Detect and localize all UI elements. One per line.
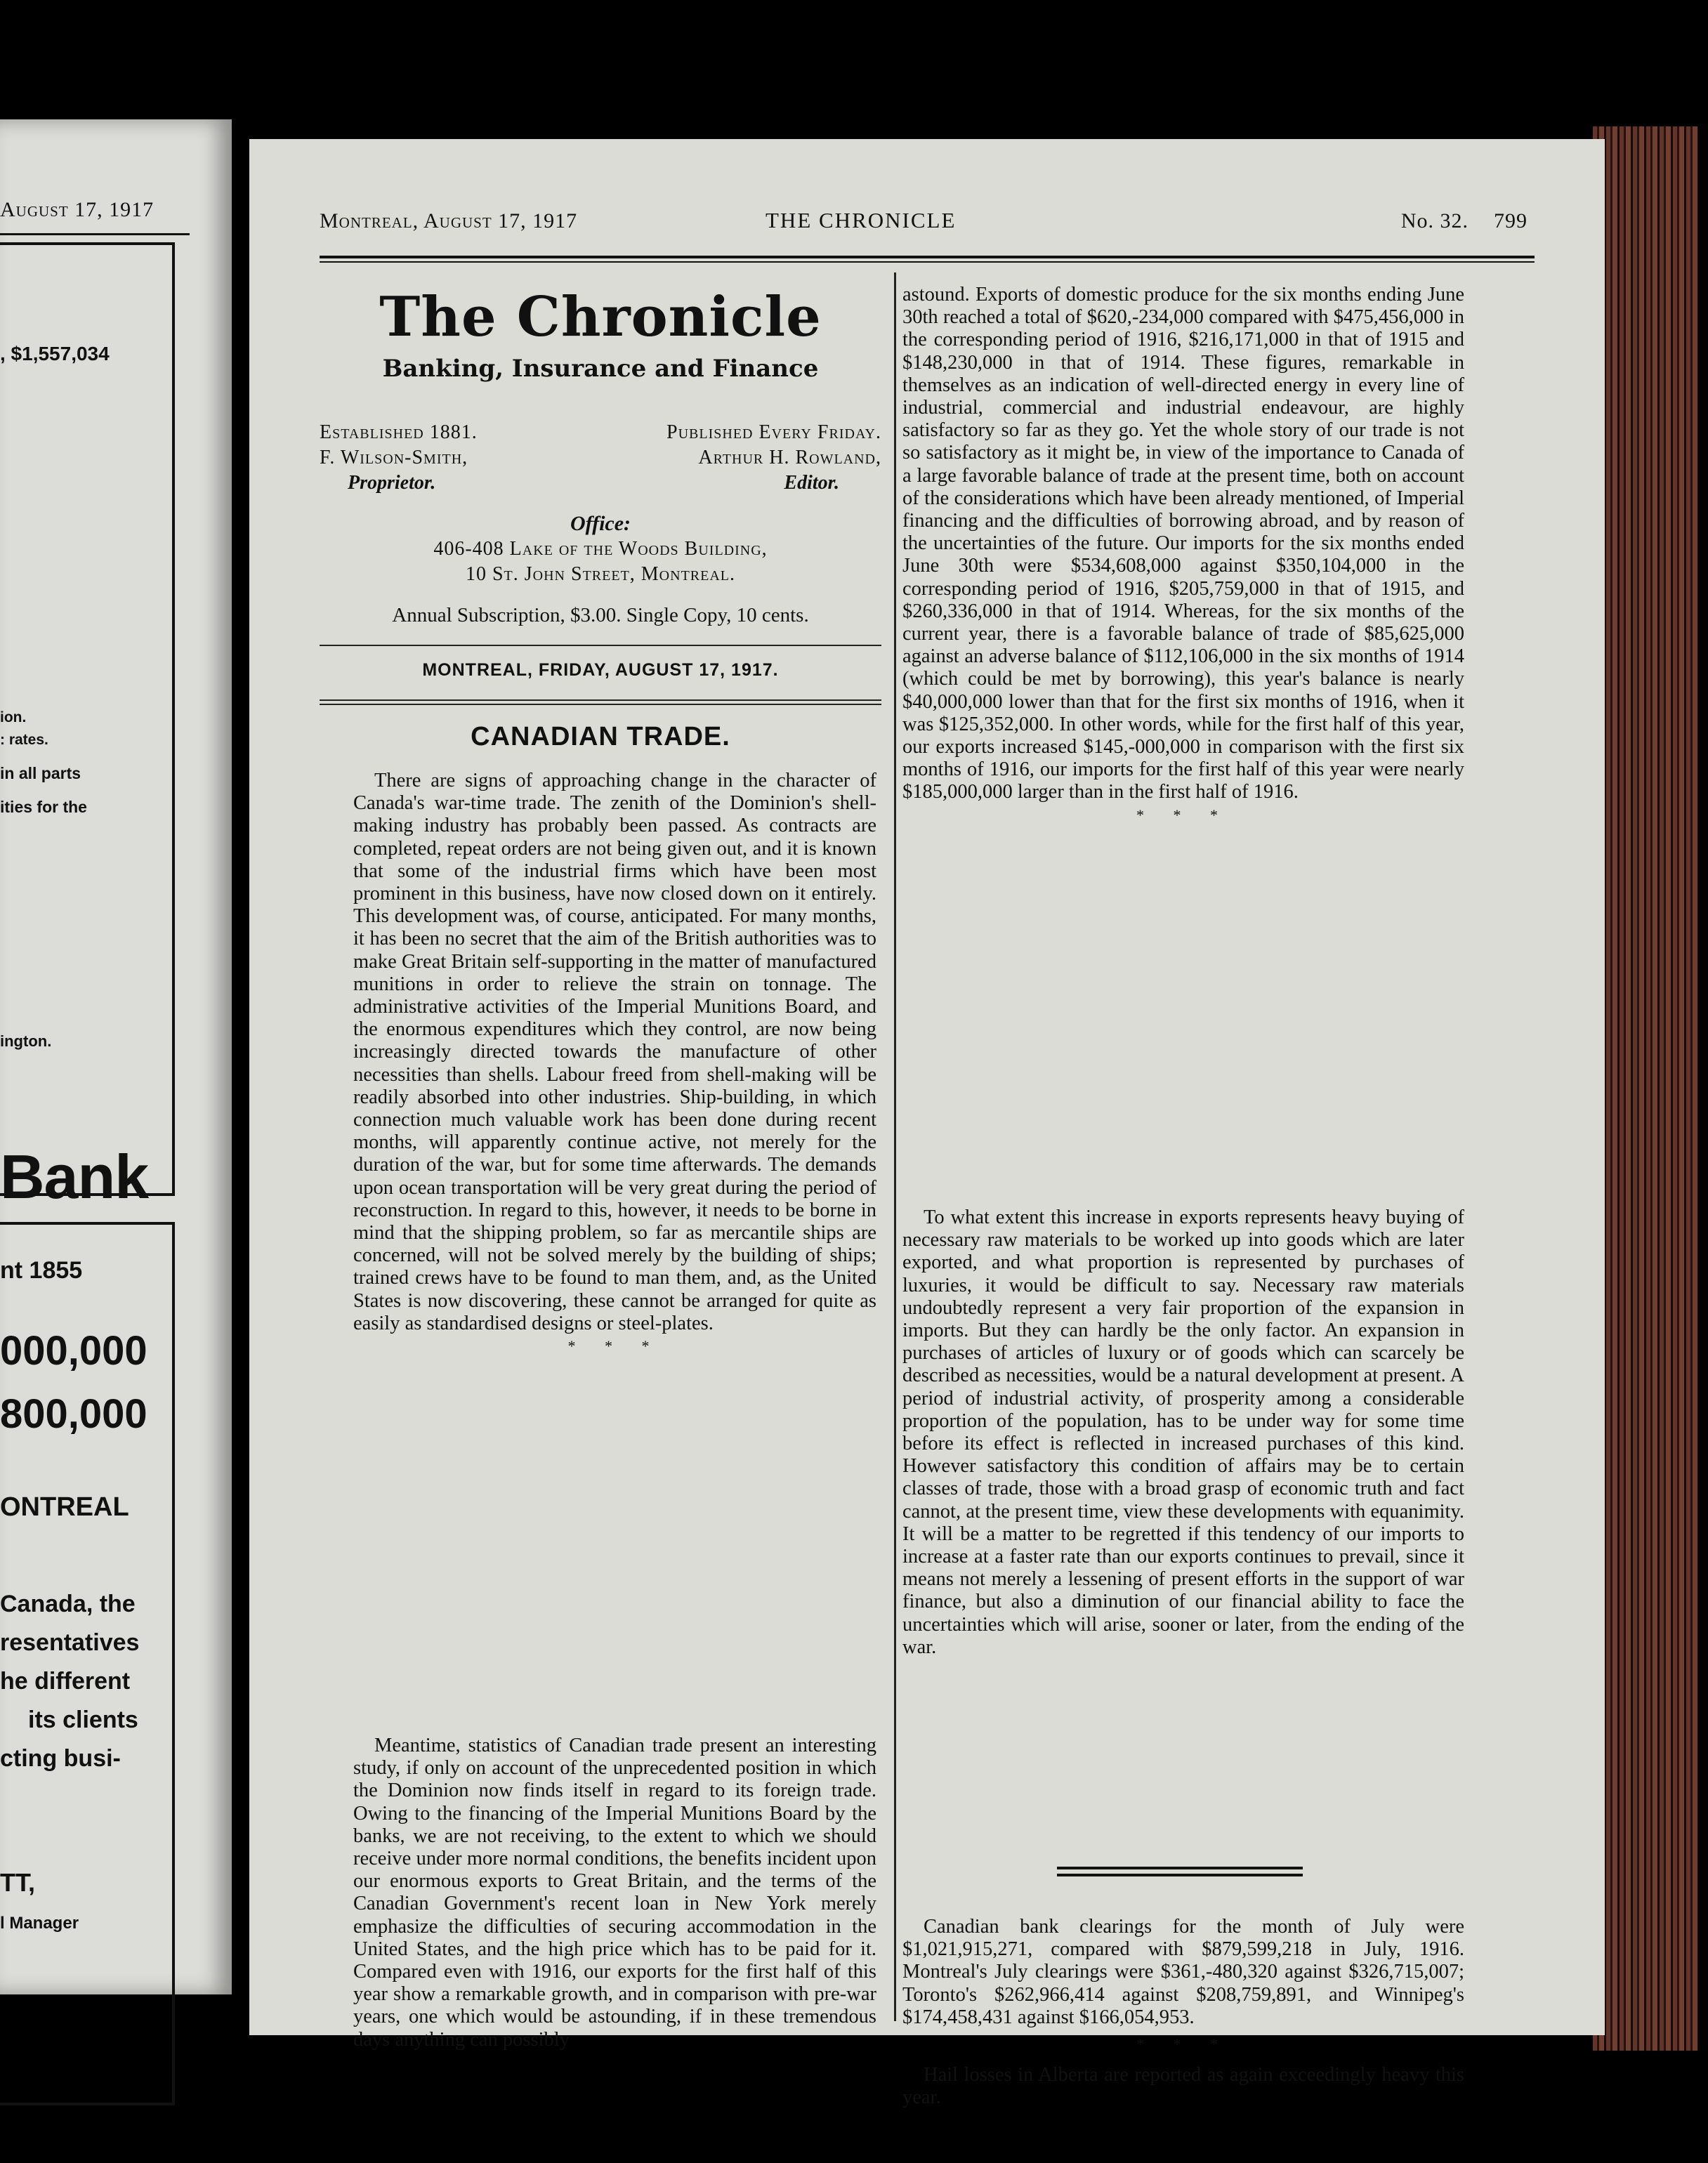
left-header-rule — [0, 233, 190, 235]
left-fragment: ion. — [0, 709, 27, 725]
left-fragment: Canada, the — [0, 1591, 136, 1617]
left-fragment: TT, — [0, 1868, 35, 1897]
left-fragment: resentatives — [0, 1629, 140, 1656]
section-separator: * * * — [1136, 2035, 1230, 2053]
left-fragment: its clients — [28, 1707, 138, 1733]
article-title: CANADIAN TRADE. — [471, 722, 730, 751]
article-paragraph: To what extent this increase in exports represents heavy buying of necessary raw materials to be worked up into goods which are later exported, and what proportion is represented by purchases of luxuries, it would be difficult to say. Necessary raw materials undoubtedly represent a very fair proportion of the expansion in imports. But they can hardly be the only factor. An expansion in purchases of articles of luxury or of goods which can scarcely be described as necessities, would be a natural development at present. A period of industrial activity, of prosperity among a considerable proportion of the population, has to be under way for some time before its effect is reflected in increased purchases of this kind. However satisfactory this condition of affairs may be to certain classes of trade, those with a broad grasp of economic truth and fact cannot, at the present time, view these developments with equanimity. It will be a matter to be regretted if this tendency of our imports to increase at a faster rate than our exports continues to prevail, since it means not merely a lessening of present efforts in the support of war finance, but also a diminution of our financial ability to face the uncertainties which will arise, sooner or later, from the ending of the war. — [902, 1207, 1464, 1658]
running-head-date: Montreal, August 17, 1917 — [320, 209, 578, 232]
article-column-right-top — [902, 284, 1464, 827]
main-page — [249, 139, 1605, 2109]
masthead-rule — [320, 699, 881, 701]
publication-info-left — [320, 420, 478, 496]
issue-dateline: MONTREAL, FRIDAY, AUGUST 17, 1917. — [422, 660, 779, 680]
double-rule-separator — [1057, 1867, 1303, 1881]
masthead-subtitle: Banking, Insurance and Finance — [382, 355, 819, 383]
established-line: Established 1881. — [320, 421, 478, 443]
office-label: Office: — [570, 512, 631, 535]
editor-name: Arthur H. Rowland, — [698, 447, 881, 468]
notes-column — [902, 1916, 1464, 2110]
editor-role: Editor. — [784, 472, 839, 494]
section-separator: * * * — [1136, 806, 1230, 824]
left-fragment: ities for the — [0, 798, 87, 816]
published-line: Published Every Friday. — [666, 421, 881, 443]
header-rule-thin — [320, 261, 1535, 263]
masthead — [320, 280, 881, 383]
proprietor-name: F. Wilson-Smith, — [320, 447, 468, 468]
left-page-header: August 17, 1917 — [0, 198, 155, 221]
left-facing-page — [0, 119, 232, 1994]
left-fragment-amount: , $1,557,034 — [0, 343, 110, 364]
masthead-title: The Chronicle — [379, 285, 822, 349]
left-fragment: ington. — [0, 1032, 52, 1050]
article-column-left-bottom — [353, 1735, 876, 2051]
left-fragment: l Manager — [0, 1914, 79, 1933]
office-address-line2: 10 St. John Street, Montreal. — [465, 563, 735, 585]
page-number: 799 — [1494, 209, 1528, 232]
article-paragraph: There are signs of approaching change in the character of Canada's war-time trade. The zenith of the Dominion's shell-making industry has probably been passed. As contracts are completed, repeat orders are not being given out, and it is known that some of the industrial firms which have been most prominent in this business, have now closed down on it entirely. This development was, of course, anticipated. For many months, it has been no secret that the aim of the British authorities was to make Great Britain self-supporting in the matter of manufactured munitions in order to relieve the strain on tonnage. The administrative activities of the Imperial Munitions Board, and the enormous expenditures which they control, are now being increasingly directed towards the manufacture of other necessities than shells. Labour freed from shell-making will be readily absorbed into other industries. Ship-building, in which connection much valuable work has been done during recent months, will apparently continue active, not merely for the duration of the war, but for some time afterwards. The demands upon ocean transportation will be very great during the period of reconstruction. In regard to this, however, it needs to be borne in mind that the shipping problem, so far as mercantile ships are concerned, will not be solved merely by the building of ships; trained crews have to be found to man them, and, as the United States is now discovering, these cannot be arranged for quite as easily as standardised designs or steel-plates. — [353, 770, 876, 1334]
left-fragment: in all parts — [0, 764, 81, 782]
article-column-left-top — [353, 770, 876, 1357]
publication-info-right — [666, 420, 881, 496]
article-paragraph: Meantime, statistics of Canadian trade present an interesting study, if only on account of the unprecedented position in which the Dominion now finds itself in regard to its foreign trade. Owing to the financing of the Imperial Munitions Board by the banks, we are not receiving, to the extent to which we should receive under more normal conditions, the benefits incident upon our enormous exports to Great Britain, and the terms of the Canadian Government's recent loan in New York merely emphasize the difficulties of securing accommodation in the United States, and the high price which has to be paid for it. Compared even with 1916, our exports for the first half of this year show a remarkable growth, and in comparison with pre-war years, one which would be astounding, if in these tremendous days anything can possibly — [353, 1735, 876, 2051]
left-fragment-bank: Bank — [0, 1142, 149, 1211]
left-advert-box-top — [0, 242, 175, 1196]
issue-number: No. 32. — [1400, 209, 1469, 232]
section-separator: * * * — [567, 1337, 662, 1355]
article-paragraph: astound. Exports of domestic produce for the six months ending June 30th reached a total of $620,-234,000 compared with $475,456,000 in the corresponding period of 1916, $216,171,000 in that of 1915 and $148,230,000 in that of 1914. These figures, remarkable in themselves as an indication of well-directed energy in every line of industrial, commercial and industrial endeavour, are highly satisfactory so far as they go. Yet the whole story of our trade is not so satisfactory as it might be, in view of the importance to Canada of a large favorable balance of trade at the present time, both on account of the considerations which have been already mentioned, of Imperial financing and the difficulties of borrowing abroad, and by reason of the uncertainties of the future. Our imports for the six months ended June 30th were $534,608,000 against $350,104,000 in the corresponding period of 1916, $205,759,000 in that of 1915, and $260,336,000 in that of 1914. Whereas, for the six months of the current year, there is a favorable balance of trade of $85,625,000 against an adverse balance of $112,106,000 in the six months of 1914 (which could be met by borrowing), this year's balance is nearly $40,000,000 lower than that for the first six months of 1916, when it was $125,352,000. In other words, while for the first half of this year, our exports increased $145,-000,000 in comparison with the first six months of 1916, our imports for the first half of this year were nearly $185,000,000 larger than in the first half of 1916. — [902, 284, 1464, 803]
note-bank-clearings: Canadian bank clearings for the month of July were $1,021,915,271, compared with $879,599,218 in July, 1916. Montreal's July clearings were $361,-480,320 against $326,715,007; Toronto's $262,966,414 against $208,759,891, and Winnipeg's $174,458,431 against $166,054,953. — [902, 1916, 1464, 2028]
masthead-rule — [320, 704, 881, 705]
subscription-line: Annual Subscription, $3.00. Single Copy, 10 cents. — [392, 604, 809, 626]
article-column-right-mid — [902, 1207, 1464, 1659]
left-fragment: 000,000 — [0, 1328, 147, 1374]
left-fragment: he different — [0, 1668, 131, 1695]
proprietor-role: Proprietor. — [348, 472, 436, 494]
left-fragment: 800,000 — [0, 1391, 147, 1437]
left-fragment: : rates. — [0, 732, 48, 748]
office-address-line1: 406-408 Lake of the Woods Building, — [433, 538, 768, 560]
left-fragment: ONTREAL — [0, 1492, 129, 1522]
book-page-edges — [1593, 126, 1698, 2051]
left-fragment: cting busi- — [0, 1745, 121, 1772]
column-divider — [894, 272, 896, 2021]
running-head-issue — [1401, 209, 1528, 233]
note-hail-losses: Hail losses in Alberta are reported as again exceedingly heavy this year. — [902, 2064, 1464, 2109]
left-fragment: nt 1855 — [0, 1257, 83, 1284]
header-rule — [320, 256, 1535, 258]
running-head-title: THE CHRONICLE — [766, 208, 957, 232]
office-block — [320, 511, 881, 587]
masthead-rule — [320, 645, 881, 646]
running-head — [320, 209, 1528, 237]
